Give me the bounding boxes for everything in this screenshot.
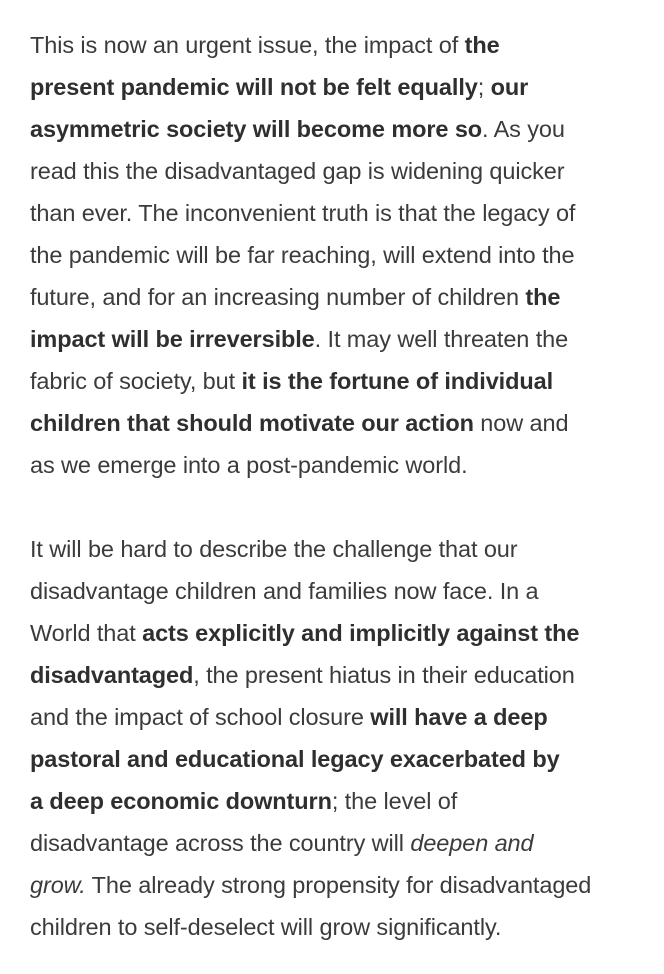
text-run: . As you (482, 116, 565, 142)
bold-text-run: acts explicitly and implicitly against the (142, 620, 580, 646)
text-run: than ever. The inconvenient truth is that the legacy of (30, 200, 576, 226)
text-run: future, and for an increasing number of children (30, 284, 526, 310)
text-line (30, 66, 642, 108)
text-line (30, 24, 642, 66)
text-run: the pandemic will be far reaching, will extend into the (30, 242, 575, 268)
text-line (30, 864, 642, 906)
text-line (30, 696, 642, 738)
text-run: ; the level of (331, 788, 458, 814)
text-run: children to self-deselect will grow significantly. (30, 914, 502, 940)
text-line (30, 444, 642, 486)
text-line (30, 612, 642, 654)
bold-text-run: impact will be irreversible (30, 326, 315, 352)
bold-text-run: children that should motivate our action (30, 410, 474, 436)
italic-text-run: grow. (30, 872, 86, 898)
bold-text-run: asymmetric society will become more so (30, 116, 483, 142)
text-line (30, 360, 642, 402)
text-line (30, 780, 642, 822)
text-run: as we emerge into a post-pandemic world. (30, 452, 468, 478)
bold-text-run: pastoral and educational legacy exacerbated by (30, 746, 560, 772)
text-line (30, 108, 642, 150)
text-run: . It may well threaten the (314, 326, 569, 352)
text-line (30, 570, 642, 612)
text-line (30, 234, 642, 276)
paragraph-1 (30, 24, 642, 486)
text-run: and the impact of school closure (30, 704, 371, 730)
text-line (30, 318, 642, 360)
paragraph-2 (30, 528, 642, 948)
bold-text-run: our (490, 74, 529, 100)
text-run: disadvantage children and families now face. In a (30, 578, 539, 604)
bold-text-run: it is the fortune of individual (241, 368, 554, 394)
text-run: read this the disadvantaged gap is widening quicker (30, 158, 565, 184)
text-run: It will be hard to describe the challenge that our (30, 536, 518, 562)
text-line (30, 528, 642, 570)
text-run: The already strong propensity for disadvantaged (85, 872, 592, 898)
bold-text-run: a deep economic downturn (30, 788, 332, 814)
bold-text-run: the (525, 284, 561, 310)
text-line (30, 654, 642, 696)
bold-text-run: disadvantaged (30, 662, 194, 688)
text-line (30, 150, 642, 192)
text-line (30, 738, 642, 780)
text-line (30, 192, 642, 234)
bold-text-run: present pandemic will not be felt equally (30, 74, 478, 100)
text-line (30, 822, 642, 864)
text-run: ; (477, 74, 491, 100)
text-run: , the present hiatus in their education (193, 662, 575, 688)
text-run: now and (473, 410, 569, 436)
text-line (30, 276, 642, 318)
italic-text-run: deepen and (410, 830, 534, 856)
text-run: disadvantage across the country will (30, 830, 411, 856)
text-line (30, 906, 642, 948)
text-run: This is now an urgent issue, the impact of (30, 32, 465, 58)
text-line (30, 402, 642, 444)
text-run: fabric of society, but (30, 368, 242, 394)
bold-text-run: will have a deep (370, 704, 548, 730)
bold-text-run: the (464, 32, 500, 58)
text-run: World that (30, 620, 143, 646)
